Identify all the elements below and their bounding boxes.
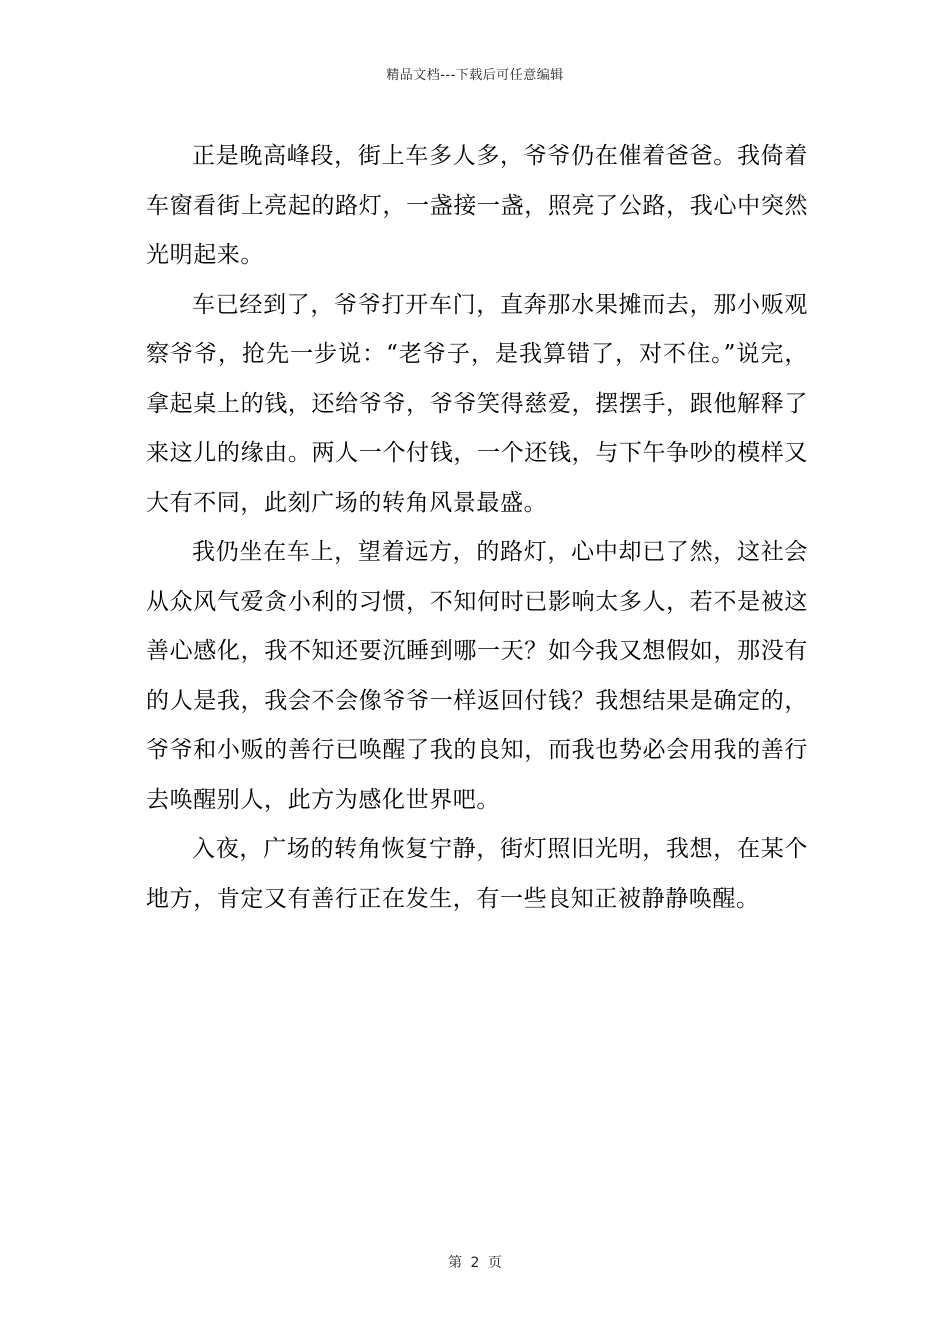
- paragraph-2: 车已经到了，爷爷打开车门，直奔那水果摊而去，那小贩观察爷爷，抢先一步说：“老爷子，是我算错了，对不住。”说完，拿起桌上的钱，还给爷爷，爷爷笑得慈爱，摆摆手，跟他解释了来这儿的缘由。两人一个付钱，一个还钱，与下午争吵的模样又大有不同，此刻广场的转角风景最盛。: [146, 291, 808, 516]
- paragraph-4: 入夜，广场的转角恢复宁静，街灯照旧光明，我想，在某个地方，肯定又有善行正在发生，有一些良知正被静静唤醒。: [146, 836, 808, 912]
- document-body: [146, 132, 808, 924]
- page-header: 精品文档---下载后可任意编辑: [386, 68, 564, 83]
- page-number: 第 2 页: [448, 1255, 502, 1271]
- paragraph-1: 正是晚高峰段，街上车多人多，爷爷仍在催着爸爸。我倚着车窗看街上亮起的路灯，一盏接一盏，照亮了公路，我心中突然光明起来。: [146, 143, 808, 268]
- paragraph-3: 我仍坐在车上，望着远方，的路灯，心中却已了然，这社会从众风气爱贪小利的习惯，不知何时已影响太多人，若不是被这善心感化，我不知还要沉睡到哪一天？如今我又想假如，那没有的人是我，我会不会像爷爷一样返回付钱？我想结果是确定的，爷爷和小贩的善行已唤醒了我的良知，而我也势必会用我的善行去唤醒别人，此方为感化世界吧。: [146, 539, 808, 813]
